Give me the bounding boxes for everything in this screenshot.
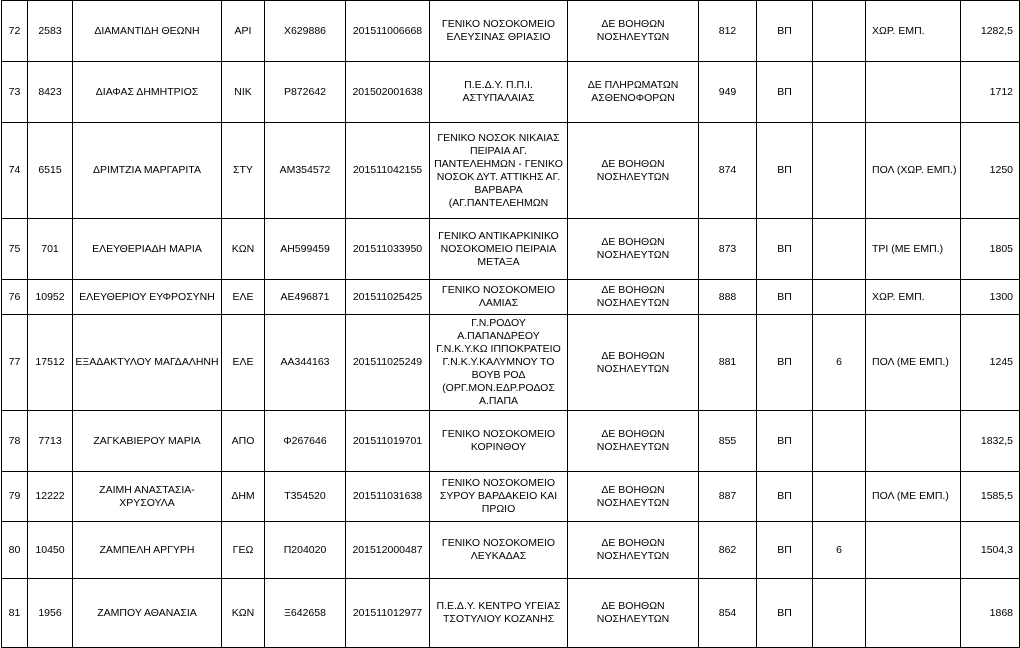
protocol-number-cell: 201511042155 [346,123,430,219]
specialty-cell: ΔΕ ΒΟΗΘΩΝ ΝΟΣΗΛΕΥΤΩΝ [568,315,699,411]
family-status-cell: ΧΩΡ. ΕΜΠ. [866,280,961,315]
results-table [1,0,1020,648]
father-name-cell: ΚΩΝ [222,219,265,280]
father-name-cell: ΑΠΟ [222,411,265,472]
score-cell: 1832,5 [961,411,1020,472]
score-cell: 1805 [961,219,1020,280]
score-cell: 1868 [961,579,1020,648]
id-card-number-cell: Π204020 [265,522,346,579]
protocol-number-cell: 201511025249 [346,315,430,411]
row-number-cell: 72 [2,1,28,62]
table-row [2,1,1020,62]
children-count-cell [813,123,866,219]
id-card-number-cell: Ξ642658 [265,579,346,648]
id-card-number-cell: Φ267646 [265,411,346,472]
application-id-cell: 10450 [28,522,73,579]
score-cell: 1282,5 [961,1,1020,62]
father-name-cell: ΣΤΥ [222,123,265,219]
application-id-cell: 12222 [28,472,73,522]
father-name-cell: ΕΛΕ [222,315,265,411]
id-card-number-cell: Τ354520 [265,472,346,522]
category-cell: ΒΠ [757,579,813,648]
score-cell: 1245 [961,315,1020,411]
hospital-name-cell: Π.Ε.Δ.Υ. ΚΕΝΤΡΟ ΥΓΕΙΑΣ ΤΣΟΤΥΛΙΟΥ ΚΟΖΑΝΗΣ [430,579,568,648]
protocol-number-cell: 201502001638 [346,62,430,123]
protocol-number-cell: 201511031638 [346,472,430,522]
application-id-cell: 7713 [28,411,73,472]
position-code-cell: 873 [699,219,757,280]
category-cell: ΒΠ [757,1,813,62]
id-card-number-cell: ΑΕ496871 [265,280,346,315]
application-id-cell: 8423 [28,62,73,123]
table-row [2,280,1020,315]
row-number-cell: 77 [2,315,28,411]
position-code-cell: 874 [699,123,757,219]
position-code-cell: 949 [699,62,757,123]
table-row [2,315,1020,411]
full-name-cell: ΔΙΑΜΑΝΤΙΔΗ ΘΕΩΝΗ [73,1,222,62]
family-status-cell: ΠΟΛ (ΜΕ ΕΜΠ.) [866,315,961,411]
hospital-name-cell: ΓΕΝΙΚΟ ΝΟΣΟΚΟΜΕΙΟ ΣΥΡΟΥ ΒΑΡΔΑΚΕΙΟ ΚΑΙ ΠΡΩΙΟ [430,472,568,522]
position-code-cell: 854 [699,579,757,648]
full-name-cell: ΔΙΑΦΑΣ ΔΗΜΗΤΡΙΟΣ [73,62,222,123]
id-card-number-cell: ΑΑ344163 [265,315,346,411]
score-cell: 1504,3 [961,522,1020,579]
specialty-cell: ΔΕ ΒΟΗΘΩΝ ΝΟΣΗΛΕΥΤΩΝ [568,280,699,315]
row-number-cell: 78 [2,411,28,472]
full-name-cell: ΕΞΑΔΑΚΤΥΛΟΥ ΜΑΓΔΑΛΗΝΗ [73,315,222,411]
children-count-cell: 6 [813,522,866,579]
score-cell: 1712 [961,62,1020,123]
children-count-cell [813,1,866,62]
specialty-cell: ΔΕ ΒΟΗΘΩΝ ΝΟΣΗΛΕΥΤΩΝ [568,1,699,62]
specialty-cell: ΔΕ ΒΟΗΘΩΝ ΝΟΣΗΛΕΥΤΩΝ [568,472,699,522]
table-row [2,123,1020,219]
protocol-number-cell: 201511019701 [346,411,430,472]
hospital-name-cell: ΓΕΝΙΚΟ ΝΟΣΟΚΟΜΕΙΟ ΛΕΥΚΑΔΑΣ [430,522,568,579]
application-id-cell: 17512 [28,315,73,411]
specialty-cell: ΔΕ ΒΟΗΘΩΝ ΝΟΣΗΛΕΥΤΩΝ [568,411,699,472]
category-cell: ΒΠ [757,280,813,315]
table-row [2,472,1020,522]
children-count-cell: 6 [813,315,866,411]
position-code-cell: 812 [699,1,757,62]
family-status-cell: ΠΟΛ (ΜΕ ΕΜΠ.) [866,472,961,522]
table-row [2,522,1020,579]
children-count-cell [813,62,866,123]
category-cell: ΒΠ [757,315,813,411]
full-name-cell: ΕΛΕΥΘΕΡΙΟΥ ΕΥΦΡΟΣΥΝΗ [73,280,222,315]
hospital-name-cell: ΓΕΝΙΚΟ ΝΟΣΟΚΟΜΕΙΟ ΚΟΡΙΝΘΟΥ [430,411,568,472]
father-name-cell: ΓΕΩ [222,522,265,579]
row-number-cell: 80 [2,522,28,579]
category-cell: ΒΠ [757,522,813,579]
category-cell: ΒΠ [757,219,813,280]
family-status-cell [866,62,961,123]
id-card-number-cell: Χ629886 [265,1,346,62]
full-name-cell: ΖΑΓΚΑΒΙΕΡΟΥ ΜΑΡΙΑ [73,411,222,472]
table-row [2,62,1020,123]
specialty-cell: ΔΕ ΒΟΗΘΩΝ ΝΟΣΗΛΕΥΤΩΝ [568,579,699,648]
family-status-cell [866,579,961,648]
hospital-name-cell: ΓΕΝΙΚΟ ΝΟΣΟΚΟΜΕΙΟ ΕΛΕΥΣΙΝΑΣ ΘΡΙΑΣΙΟ [430,1,568,62]
specialty-cell: ΔΕ ΠΛΗΡΩΜΑΤΩΝ ΑΣΘΕΝΟΦΟΡΩΝ [568,62,699,123]
children-count-cell [813,219,866,280]
father-name-cell: ΕΛΕ [222,280,265,315]
score-cell: 1300 [961,280,1020,315]
children-count-cell [813,411,866,472]
row-number-cell: 79 [2,472,28,522]
hospital-name-cell: ΓΕΝΙΚΟ ΝΟΣΟΚΟΜΕΙΟ ΛΑΜΙΑΣ [430,280,568,315]
table-row [2,411,1020,472]
specialty-cell: ΔΕ ΒΟΗΘΩΝ ΝΟΣΗΛΕΥΤΩΝ [568,123,699,219]
row-number-cell: 81 [2,579,28,648]
family-status-cell: ΤΡΙ (ΜΕ ΕΜΠ.) [866,219,961,280]
application-id-cell: 2583 [28,1,73,62]
full-name-cell: ΖΑΜΠΕΛΗ ΑΡΓΥΡΗ [73,522,222,579]
category-cell: ΒΠ [757,411,813,472]
hospital-name-cell: Γ.Ν.ΡΟΔΟΥ Α.ΠΑΠΑΝΔΡΕΟΥ Γ.Ν.Κ.Υ.ΚΩ ΙΠΠΟΚΡΑΤΕΙΟ Γ.Ν.Κ.Υ.ΚΑΛΥΜΝΟΥ ΤΟ ΒΟΥΒ ΡΟΔ (ΟΡΓ.ΜΟΝ.ΕΔΡ.ΡΟΔΟΣ Α.ΠΑΠΑ [430,315,568,411]
application-id-cell: 701 [28,219,73,280]
family-status-cell [866,411,961,472]
children-count-cell [813,472,866,522]
protocol-number-cell: 201511006668 [346,1,430,62]
hospital-name-cell: Π.Ε.Δ.Υ. Π.Π.Ι. ΑΣΤΥΠΑΛΑΙΑΣ [430,62,568,123]
specialty-cell: ΔΕ ΒΟΗΘΩΝ ΝΟΣΗΛΕΥΤΩΝ [568,522,699,579]
children-count-cell [813,280,866,315]
table-row [2,579,1020,648]
full-name-cell: ΔΡΙΜΤΖΙΑ ΜΑΡΓΑΡΙΤΑ [73,123,222,219]
id-card-number-cell: ΑΜ354572 [265,123,346,219]
position-code-cell: 888 [699,280,757,315]
full-name-cell: ΖΑΙΜΗ ΑΝΑΣΤΑΣΙΑ-ΧΡΥΣΟΥΛΑ [73,472,222,522]
score-cell: 1585,5 [961,472,1020,522]
father-name-cell: ΑΡΙ [222,1,265,62]
full-name-cell: ΖΑΜΠΟΥ ΑΘΑΝΑΣΙΑ [73,579,222,648]
full-name-cell: ΕΛΕΥΘΕΡΙΑΔΗ ΜΑΡΙΑ [73,219,222,280]
hospital-name-cell: ΓΕΝΙΚΟ ΝΟΣΟΚ ΝΙΚΑΙΑΣ ΠΕΙΡΑΙΑ ΑΓ. ΠΑΝΤΕΛΕΗΜΩΝ - ΓΕΝΙΚΟ ΝΟΣΟΚ ΔΥΤ. ΑΤΤΙΚΗΣ ΑΓ. ΒΑΡΒΑΡΑ (ΑΓ.ΠΑΝΤΕΛΕΗΜΩΝ [430,123,568,219]
category-cell: ΒΠ [757,123,813,219]
father-name-cell: ΝΙΚ [222,62,265,123]
family-status-cell: ΠΟΛ (ΧΩΡ. ΕΜΠ.) [866,123,961,219]
row-number-cell: 73 [2,62,28,123]
protocol-number-cell: 201511012977 [346,579,430,648]
row-number-cell: 75 [2,219,28,280]
protocol-number-cell: 201511033950 [346,219,430,280]
family-status-cell: ΧΩΡ. ΕΜΠ. [866,1,961,62]
application-id-cell: 1956 [28,579,73,648]
position-code-cell: 881 [699,315,757,411]
row-number-cell: 76 [2,280,28,315]
id-card-number-cell: Ρ872642 [265,62,346,123]
family-status-cell [866,522,961,579]
father-name-cell: ΔΗΜ [222,472,265,522]
application-id-cell: 6515 [28,123,73,219]
category-cell: ΒΠ [757,62,813,123]
id-card-number-cell: ΑΗ599459 [265,219,346,280]
score-cell: 1250 [961,123,1020,219]
position-code-cell: 887 [699,472,757,522]
protocol-number-cell: 201511025425 [346,280,430,315]
protocol-number-cell: 201512000487 [346,522,430,579]
position-code-cell: 862 [699,522,757,579]
category-cell: ΒΠ [757,472,813,522]
children-count-cell [813,579,866,648]
table-row [2,219,1020,280]
application-id-cell: 10952 [28,280,73,315]
position-code-cell: 855 [699,411,757,472]
father-name-cell: ΚΩΝ [222,579,265,648]
specialty-cell: ΔΕ ΒΟΗΘΩΝ ΝΟΣΗΛΕΥΤΩΝ [568,219,699,280]
hospital-name-cell: ΓΕΝΙΚΟ ΑΝΤΙΚΑΡΚΙΝΙΚΟ ΝΟΣΟΚΟΜΕΙΟ ΠΕΙΡΑΙΑ ΜΕΤΑΞΑ [430,219,568,280]
row-number-cell: 74 [2,123,28,219]
